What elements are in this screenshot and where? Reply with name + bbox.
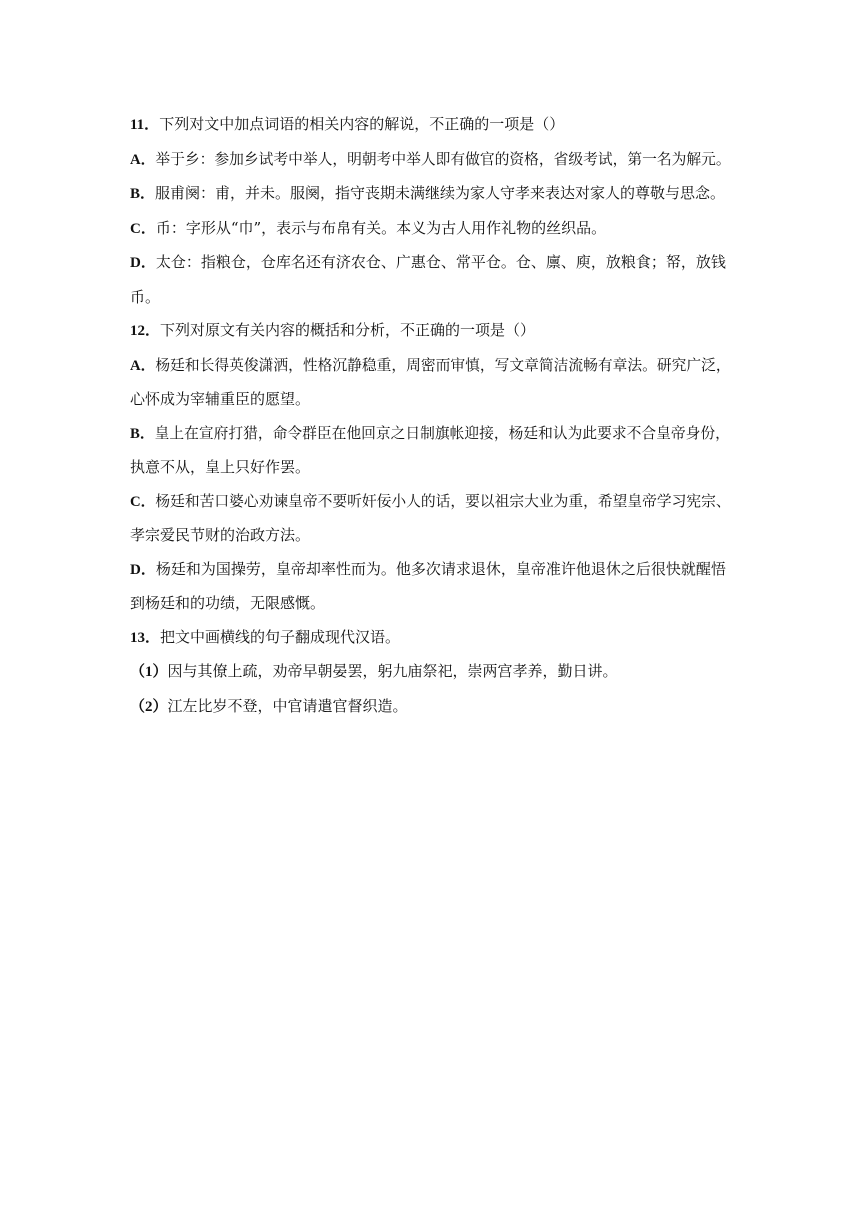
option-text: 杨廷和苦口婆心劝谏皇帝不要听奸佞小人的话，要以祖宗大业为重，希望皇帝学习宪宗、 bbox=[155, 492, 731, 510]
question-11-stem bbox=[130, 108, 735, 143]
option-label: C． bbox=[130, 220, 156, 237]
question-text: 下列对文中加点词语的相关内容的解说，不正确的一项是（） bbox=[159, 115, 565, 133]
option-d bbox=[130, 553, 735, 588]
option-d bbox=[130, 246, 735, 281]
item-text: 因与其僚上疏，劝帝早朝晏罢，躬九庙祭祀，崇两宫孝养，勤日讲。 bbox=[167, 662, 618, 680]
option-text-continued: 到杨廷和的功绩，无限感慨。 bbox=[130, 594, 326, 612]
option-text-continued: 币。 bbox=[130, 287, 161, 306]
question-text: 把文中画横线的句子翻成现代汉语。 bbox=[160, 627, 401, 646]
option-c bbox=[130, 212, 735, 247]
translation-item-1 bbox=[130, 655, 735, 690]
question-12-stem bbox=[130, 314, 735, 349]
option-label: D． bbox=[130, 255, 156, 271]
option-b-continued bbox=[130, 451, 735, 485]
option-text: 币：字形从“巾”，表示与布帛有关。本义为古人用作礼物的丝织品。 bbox=[155, 218, 607, 237]
item-label: （2） bbox=[130, 698, 168, 715]
option-a-continued bbox=[130, 383, 735, 417]
option-c bbox=[130, 485, 735, 520]
option-d-continued bbox=[130, 281, 735, 315]
option-label: B． bbox=[130, 186, 156, 202]
option-a bbox=[130, 349, 735, 384]
question-number: 13． bbox=[130, 629, 161, 646]
option-text: 举于乡：参加乡试考中举人，明朝考中举人即有做官的资格，省级考试，第一名为解元。 bbox=[155, 150, 731, 168]
option-text-continued: 孝宗爱民节财的治政方法。 bbox=[130, 526, 311, 544]
option-text: 杨廷和为国操劳，皇帝却率性而为。他多次请求退休，皇帝准许他退休之后很快就醒悟 bbox=[155, 559, 726, 578]
document-page bbox=[130, 108, 735, 724]
item-text: 江左比岁不登，中官请遣官督织造。 bbox=[167, 696, 408, 715]
option-label: B． bbox=[130, 425, 155, 442]
option-d-continued bbox=[130, 587, 735, 621]
question-number: 11． bbox=[130, 117, 160, 133]
option-label: D． bbox=[130, 561, 156, 578]
question-text: 下列对原文有关内容的概括和分析，不正确的一项是（） bbox=[160, 321, 536, 339]
option-label: A． bbox=[130, 151, 156, 168]
option-label: C． bbox=[130, 493, 156, 510]
option-b bbox=[130, 417, 735, 452]
option-text-continued: 心怀成为宰辅重臣的愿望。 bbox=[130, 390, 311, 408]
item-label: （1） bbox=[130, 664, 168, 680]
option-text: 服甫阕：甫，并未。服阕，指守丧期未满继续为家人守孝来表达对家人的尊敬与思念。 bbox=[155, 184, 726, 202]
option-a bbox=[130, 143, 735, 178]
option-text: 皇上在宣府打猎，命令群臣在他回京之日制旗帐迎接，杨廷和认为此要求不合皇帝身份， bbox=[154, 424, 730, 442]
question-13-stem bbox=[130, 621, 735, 656]
translation-item-2 bbox=[130, 690, 735, 725]
option-text-continued: 执意不从，皇上只好作罢。 bbox=[130, 458, 311, 476]
option-label: A． bbox=[130, 357, 156, 374]
option-c-continued bbox=[130, 519, 735, 553]
option-text: 杨廷和长得英俊潇洒，性格沉静稳重，周密而审慎，写文章简洁流畅有章法。研究广泛， bbox=[155, 356, 731, 374]
question-number: 12． bbox=[130, 323, 161, 339]
option-b bbox=[130, 177, 735, 212]
option-text: 太仓：指粮仓，仓库名还有济农仓、广惠仓、常平仓。仓、廪、庾，放粮食；帑，放钱 bbox=[155, 253, 726, 271]
